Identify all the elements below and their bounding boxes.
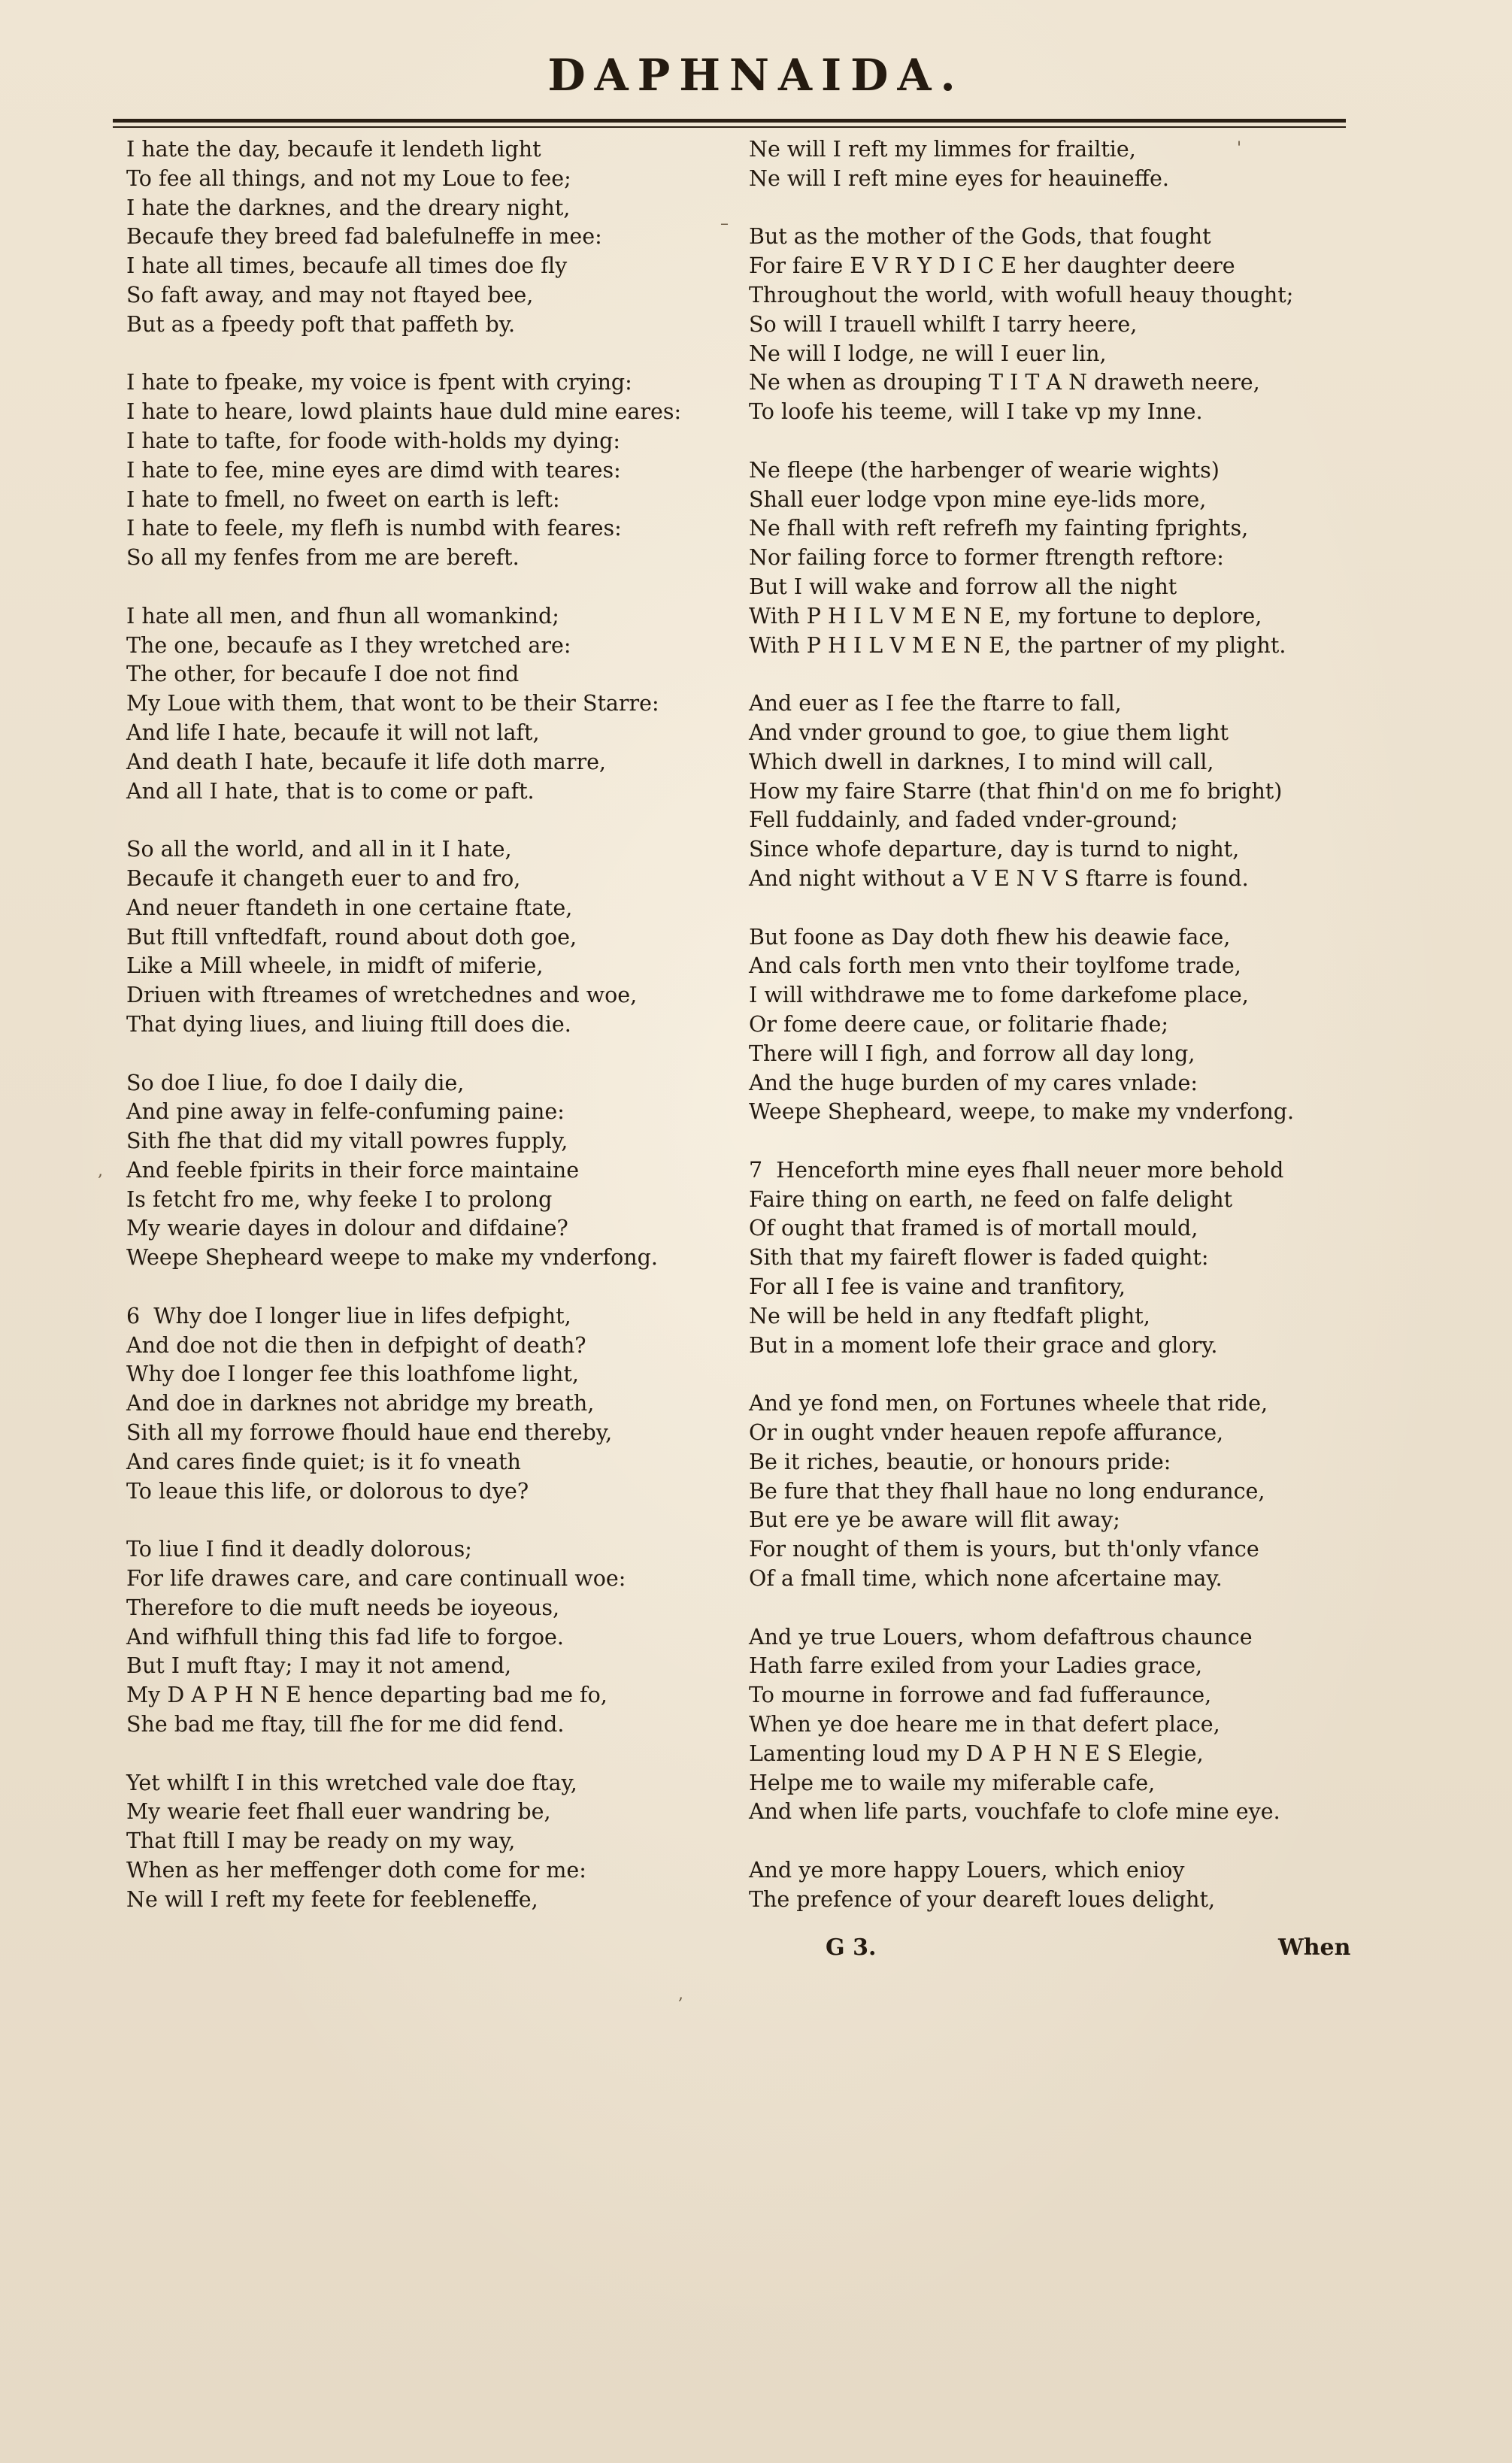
verse-line: Be fure that they fhall haue no long endurance, <box>749 1478 1265 1504</box>
stanza-gap <box>126 1506 681 1535</box>
verse-line: But I will wake and forrow all the night <box>749 574 1177 599</box>
verse-line: I hate the darknes, and the dreary night, <box>126 195 571 220</box>
verse-line: Faire thing on earth, ne feed on falfe delight <box>749 1186 1233 1212</box>
stanza-gap <box>749 194 1294 223</box>
verse-line: When as her meffenger doth come for me: <box>126 1858 586 1883</box>
verse-line: And ye fond men, on Fortunes wheele that ride, <box>749 1391 1268 1416</box>
verse-line: When ye doe heare me in that defert place, <box>749 1712 1220 1737</box>
verse-line: She bad me ftay, till fhe for me did fend. <box>126 1712 565 1737</box>
verse-line: And the huge burden of my cares vnlade: <box>749 1070 1198 1095</box>
verse-line: Or fome deere caue, or folitarie fhade; <box>749 1011 1169 1037</box>
verse-line: And ye true Louers, whom defaftrous chaunce <box>749 1624 1253 1650</box>
verse-line: Therefore to die muft needs be ioyeous, <box>126 1595 559 1620</box>
verse-line: With P H I L V M E N E, the partner of my plight. <box>749 632 1286 658</box>
verse-line: I will withdrawe me to fome darkefome place, <box>749 983 1249 1008</box>
stray-mark: , <box>98 1162 103 1180</box>
verse-line: And cares finde quiet; is it fo vneath <box>126 1449 521 1474</box>
verse-line: Ne will I reft my feete for feebleneffe, <box>126 1886 538 1912</box>
verse-line: Ne fleepe (the harbenger of wearie wights) <box>749 457 1220 483</box>
verse-line: My D A P H N E hence departing bad me fo, <box>126 1683 608 1708</box>
verse-line: Becaufe it changeth euer to and fro, <box>126 865 521 891</box>
verse-line: To liue I find it deadly dolorous; <box>126 1537 472 1562</box>
verse-line: Ne will I reft my limmes for frailtie, <box>749 137 1136 162</box>
verse-line: And cals forth men vnto their toylfome trade, <box>749 953 1241 979</box>
verse-line: Why doe I longer fee this loathfome light, <box>126 1362 579 1387</box>
stanza-gap <box>126 340 681 369</box>
verse-line: So doe I liue, fo doe I daily die, <box>126 1070 465 1095</box>
verse-line: There will I figh, and forrow all day long, <box>749 1041 1195 1066</box>
stanza-gap <box>749 1594 1294 1623</box>
verse-line: Sith fhe that did my vitall powres fupply, <box>126 1128 568 1154</box>
verse-line: To fee all things, and not my Loue to fee; <box>126 165 571 191</box>
verse-line: Ne fhall with reft refrefh my fainting fprights, <box>749 516 1249 541</box>
verse-line: Ne when as drouping T I T A N draweth neere, <box>749 370 1260 395</box>
verse-line: And wifhfull thing this fad life to forgoe. <box>126 1624 564 1650</box>
verse-line: And night without a V E N V S ftarre is found. <box>749 865 1249 891</box>
verse-line: The other, for becaufe I doe not find <box>126 662 520 687</box>
verse-line: Of a fmall time, which none afcertaine may. <box>749 1566 1223 1592</box>
verse-line: And doe not die then in defpight of death? <box>126 1332 586 1358</box>
verse-line: Be it riches, beautie, or honours pride: <box>749 1449 1171 1474</box>
stanza-gap <box>126 1040 681 1069</box>
stray-mark: , <box>678 1985 683 2004</box>
page-title: DAPHNAIDA. <box>547 50 965 101</box>
verse-line: To loofe his teeme, will I take vp my Inne. <box>749 399 1203 425</box>
verse-line: I hate to tafte, for foode with-holds my dying: <box>126 428 620 453</box>
verse-line: But as the mother of the Gods, that fought <box>749 224 1211 250</box>
verse-line: I hate all men, and fhun all womankind; <box>126 603 559 629</box>
signature-mark: G 3. <box>826 1934 877 1961</box>
verse-line: And all I hate, that is to come or paft. <box>126 778 535 804</box>
stanza-gap <box>749 1127 1294 1156</box>
verse-line: Weepe Shepheard, weepe, to make my vnderfong. <box>749 1099 1295 1125</box>
verse-line: Ne will be held in any ftedfaft plight, <box>749 1303 1150 1328</box>
verse-line: But ftill vnftedfaft, round about doth goe, <box>126 924 577 950</box>
verse-line: And death I hate, becaufe it life doth marre, <box>126 749 606 774</box>
verse-line: 6 Why doe I longer liue in lifes defpight, <box>126 1303 571 1328</box>
verse-line: Ne will I lodge, ne will I euer lin, <box>749 341 1107 366</box>
verse-line: And neuer ftandeth in one certaine ftate, <box>126 895 573 920</box>
verse-line: But foone as Day doth fhew his deawie face, <box>749 924 1231 950</box>
verse-line: But in a moment lofe their grace and glory. <box>749 1332 1218 1358</box>
right-column <box>749 135 1294 1915</box>
verse-line: Sith that my faireft flower is faded quight: <box>749 1245 1209 1271</box>
verse-line: But ere ye be aware will flit away; <box>749 1507 1120 1533</box>
verse-line: Fell fuddainly, and faded vnder-ground; <box>749 807 1178 833</box>
verse-line: To leaue this life, or dolorous to dye? <box>126 1478 529 1504</box>
verse-line: Throughout the world, with wofull heauy thought; <box>749 282 1294 307</box>
verse-line: So faft away, and may not ftayed bee, <box>126 282 534 307</box>
verse-line: Which dwell in darknes, I to mind will call, <box>749 749 1214 774</box>
verse-line: I hate to fpeake, my voice is fpent with crying: <box>126 370 632 395</box>
verse-line: That ftill I may be ready on my way, <box>126 1828 516 1854</box>
verse-line: So will I trauell whilft I tarry heere, <box>749 311 1138 337</box>
stray-mark: ' <box>1237 139 1242 158</box>
verse-line: Yet whilft I in this wretched vale doe ftay, <box>126 1770 577 1795</box>
stanza-gap <box>749 1360 1294 1389</box>
verse-line: Helpe me to waile my miferable cafe, <box>749 1770 1156 1795</box>
verse-line: I hate all times, becaufe all times doe fly <box>126 253 568 279</box>
verse-line: And life I hate, becaufe it will not laft, <box>126 720 540 745</box>
stray-mark: – <box>720 214 729 233</box>
verse-line: Becaufe they breed fad balefulneffe in mee: <box>126 224 602 250</box>
stanza-gap <box>126 1740 681 1769</box>
verse-line: But as a fpeedy poft that paffeth by. <box>126 311 516 337</box>
verse-line: Hath farre exiled from your Ladies grace, <box>749 1653 1203 1679</box>
verse-line: And when life parts, vouchfafe to clofe mine eye. <box>749 1799 1280 1825</box>
verse-line: And vnder ground to goe, to giue them light <box>749 720 1229 745</box>
verse-line: And feeble fpirits in their force maintaine <box>126 1157 580 1183</box>
stanza-gap <box>126 806 681 835</box>
verse-line: Weepe Shepheard weepe to make my vnderfong. <box>126 1245 658 1271</box>
verse-line: Since whofe departure, day is turnd to night, <box>749 837 1240 862</box>
header-rule <box>113 119 1346 123</box>
verse-line: The prefence of your deareft loues delight, <box>749 1886 1216 1912</box>
verse-line: And euer as I fee the ftarre to fall, <box>749 691 1122 716</box>
verse-line: Driuen with ftreames of wretchednes and woe, <box>126 983 638 1008</box>
header-rule-thin <box>113 126 1346 128</box>
verse-line: To mourne in forrowe and fad fufferaunce, <box>749 1683 1212 1708</box>
verse-line: Is fetcht fro me, why feeke I to prolong <box>126 1186 553 1212</box>
verse-line: That dying liues, and liuing ftill does die. <box>126 1011 571 1037</box>
verse-line: I hate to feele, my flefh is numbd with feares: <box>126 516 622 541</box>
verse-line: Or in ought vnder heauen repofe affurance, <box>749 1420 1224 1446</box>
verse-line: Like a Mill wheele, in midft of miferie, <box>126 953 544 979</box>
stanza-gap <box>749 660 1294 689</box>
verse-line: Of ought that framed is of mortall mould, <box>749 1216 1198 1241</box>
stanza-gap <box>126 1273 681 1302</box>
verse-line: My Loue with them, that wont to be their Starre: <box>126 691 659 716</box>
left-column <box>126 135 681 1915</box>
verse-line: And doe in darknes not abridge my breath, <box>126 1391 595 1416</box>
verse-line: The one, becaufe as I they wretched are: <box>126 632 571 658</box>
stanza-gap <box>749 894 1294 923</box>
stanza-gap <box>126 573 681 602</box>
verse-line: And pine away in felfe-confuming paine: <box>126 1099 565 1125</box>
verse-line: How my faire Starre (that fhin'd on me fo bright) <box>749 778 1283 804</box>
verse-line: With P H I L V M E N E, my fortune to deplore, <box>749 603 1262 629</box>
verse-line: And ye more happy Louers, which enioy <box>749 1858 1185 1883</box>
verse-line: Lamenting loud my D A P H N E S Elegie, <box>749 1740 1204 1766</box>
verse-line: I hate to fee, mine eyes are dimd with teares: <box>126 457 621 483</box>
verse-line: Sith all my forrowe fhould haue end thereby, <box>126 1420 613 1446</box>
verse-line: So all the world, and all in it I hate, <box>126 837 512 862</box>
verse-line: For all I fee is vaine and tranfitory, <box>749 1274 1126 1300</box>
verse-line: My wearie dayes in dolour and difdaine? <box>126 1216 568 1241</box>
verse-line: I hate to heare, lowd plaints haue duld mine eares: <box>126 399 682 425</box>
verse-line: 7 Henceforth mine eyes fhall neuer more behold <box>749 1157 1284 1183</box>
verse-line: Ne will I reft mine eyes for heauineffe. <box>749 165 1169 191</box>
verse-line: Nor failing force to former ftrength reftore: <box>749 545 1224 571</box>
verse-line: But I muft ftay; I may it not amend, <box>126 1653 512 1679</box>
verse-line: For nought of them is yours, but th'only vfance <box>749 1537 1259 1562</box>
stanza-gap <box>749 1827 1294 1856</box>
verse-line: For faire E V R Y D I C E her daughter deere <box>749 253 1235 279</box>
stanza-gap <box>749 427 1294 456</box>
verse-line: I hate to fmell, no fweet on earth is left: <box>126 486 560 512</box>
verse-line: So all my fenfes from me are bereft. <box>126 545 520 571</box>
verse-line: My wearie feet fhall euer wandring be, <box>126 1799 551 1825</box>
catchword: When <box>1278 1934 1351 1961</box>
verse-line: Shall euer lodge vpon mine eye-lids more, <box>749 486 1207 512</box>
verse-line: For life drawes care, and care continuall woe: <box>126 1566 626 1592</box>
verse-line: I hate the day, becaufe it lendeth light <box>126 137 541 162</box>
